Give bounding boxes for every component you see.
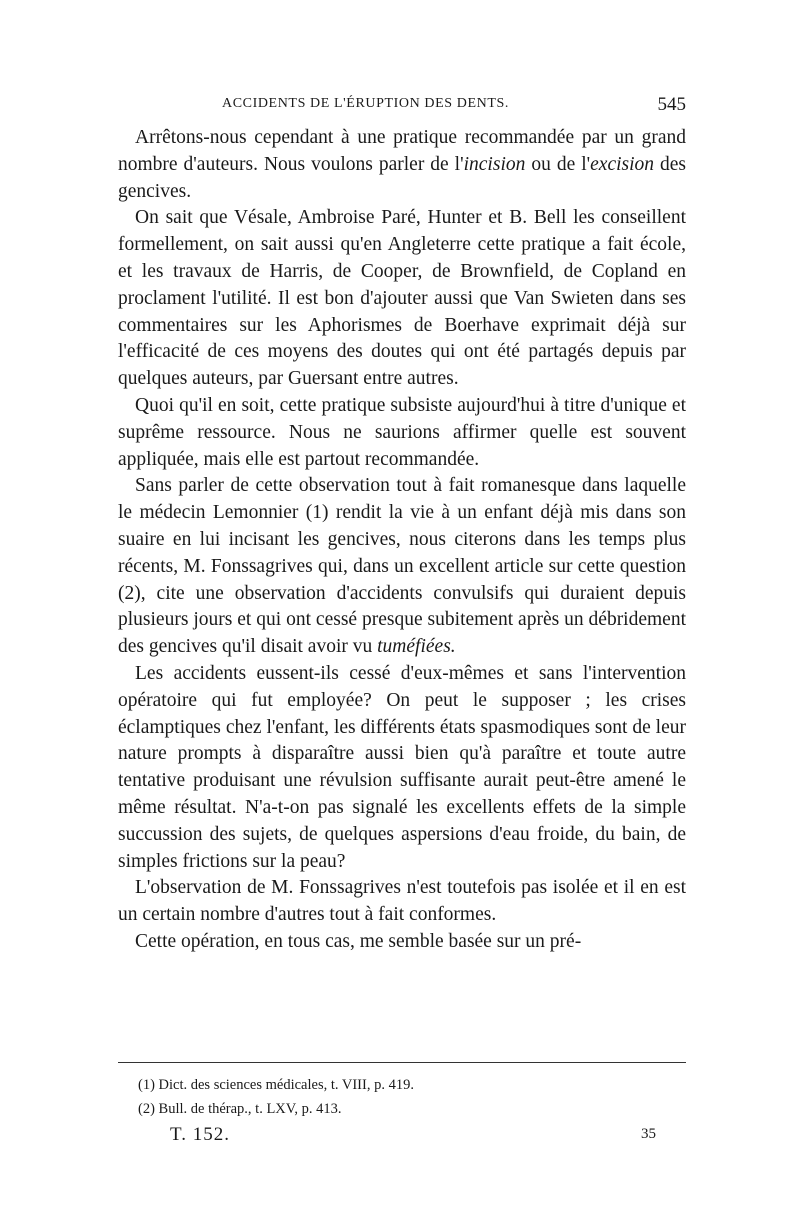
body-text <box>118 125 686 956</box>
italic-term: incision <box>463 153 526 175</box>
footnote-rule <box>118 1062 686 1063</box>
paragraph <box>118 875 686 929</box>
text-run: Quoi qu'il en soit, cette pratique subsiste aujourd'hui à titre d'unique et suprême ressource. Nous ne saurions affirmer quelle est souvent appliquée, mais elle est partout recommandée. <box>118 394 686 470</box>
paragraph <box>118 473 686 661</box>
text-run: des gencives. <box>118 153 687 202</box>
paragraph <box>118 205 686 393</box>
signature-volume: T. 152. <box>170 1124 230 1145</box>
page-number: 545 <box>657 94 686 115</box>
text-run: ou de l' <box>525 153 591 175</box>
italic-term: excision <box>590 153 655 175</box>
italic-term: tuméfiées. <box>377 636 456 658</box>
paragraph <box>118 125 686 205</box>
text-run: On sait que Vésale, Ambroise Paré, Hunter et B. Bell les conseillent formellement, on sait aussi qu'en Angleterre cette pratique a fait école, et les travaux de Harris, de Cooper, de Brownfield, de Copland en proclament l'utilité. Il est bon d'ajouter aussi que Van Swieten dans ses commentaires sur les Aphorismes de Boerhave exprimait déjà sur l'efficacité de ces moyens des doutes qui ont été partagés depuis par quelques auteurs, par Guersant entre autres. <box>118 207 686 390</box>
running-title: ACCIDENTS DE L'ÉRUPTION DES DENTS. <box>222 96 509 111</box>
paragraph <box>118 661 686 875</box>
signature-sheet: 35 <box>641 1126 656 1142</box>
text-run: Arrêtons-nous cependant à une pratique recommandée par un grand nombre d'auteurs. Nous voulons parler de l' <box>118 127 686 175</box>
footnotes <box>138 1073 686 1121</box>
footnote-1: (1) Dict. des sciences médicales, t. VIII, p. 419. <box>138 1077 414 1093</box>
text-run: Cette opération, en tous cas, me semble basée sur un pré- <box>135 930 582 952</box>
text-run: Sans parler de cette observation tout à fait romanesque dans laquelle le médecin Lemonnier (1) rendit la vie à un enfant déjà mis dans son suaire en lui incisant les gencives, nous citerons dans les temps plus récents, M. Fonssagrives qui, dans un excellent article sur cette question (2), cite une observation d'accidents convulsifs qui duraient depuis plusieurs jours et qui ont cessé presque subitement après un débridement des gencives qu'il disait avoir vu <box>118 475 686 658</box>
printer-signature <box>170 1124 656 1150</box>
text-run: L'observation de M. Fonssagrives n'est toutefois pas isolée et il en est un certain nombre d'autres tout à fait conformes. <box>118 877 686 926</box>
paragraph <box>118 929 686 956</box>
text-run: Les accidents eussent-ils cessé d'eux-mêmes et sans l'intervention opératoire qui fut employée? On peut le supposer ; les crises éclamptiques chez l'enfant, les différents états spasmodiques sont de leur nature prompts à disparaître aussi bien qu'à paraître et toute autre tentative produisant une révulsion suffisante aurait peut-être amené le même résultat. N'a-t-on pas signalé les excellents effets de la simple succussion des sujets, de quelques aspersions d'eau froide, du bain, de simples frictions sur la peau? <box>118 662 686 872</box>
running-head <box>118 96 686 120</box>
footnote-2: (2) Bull. de thérap., t. LXV, p. 413. <box>138 1101 342 1117</box>
paragraph <box>118 393 686 473</box>
